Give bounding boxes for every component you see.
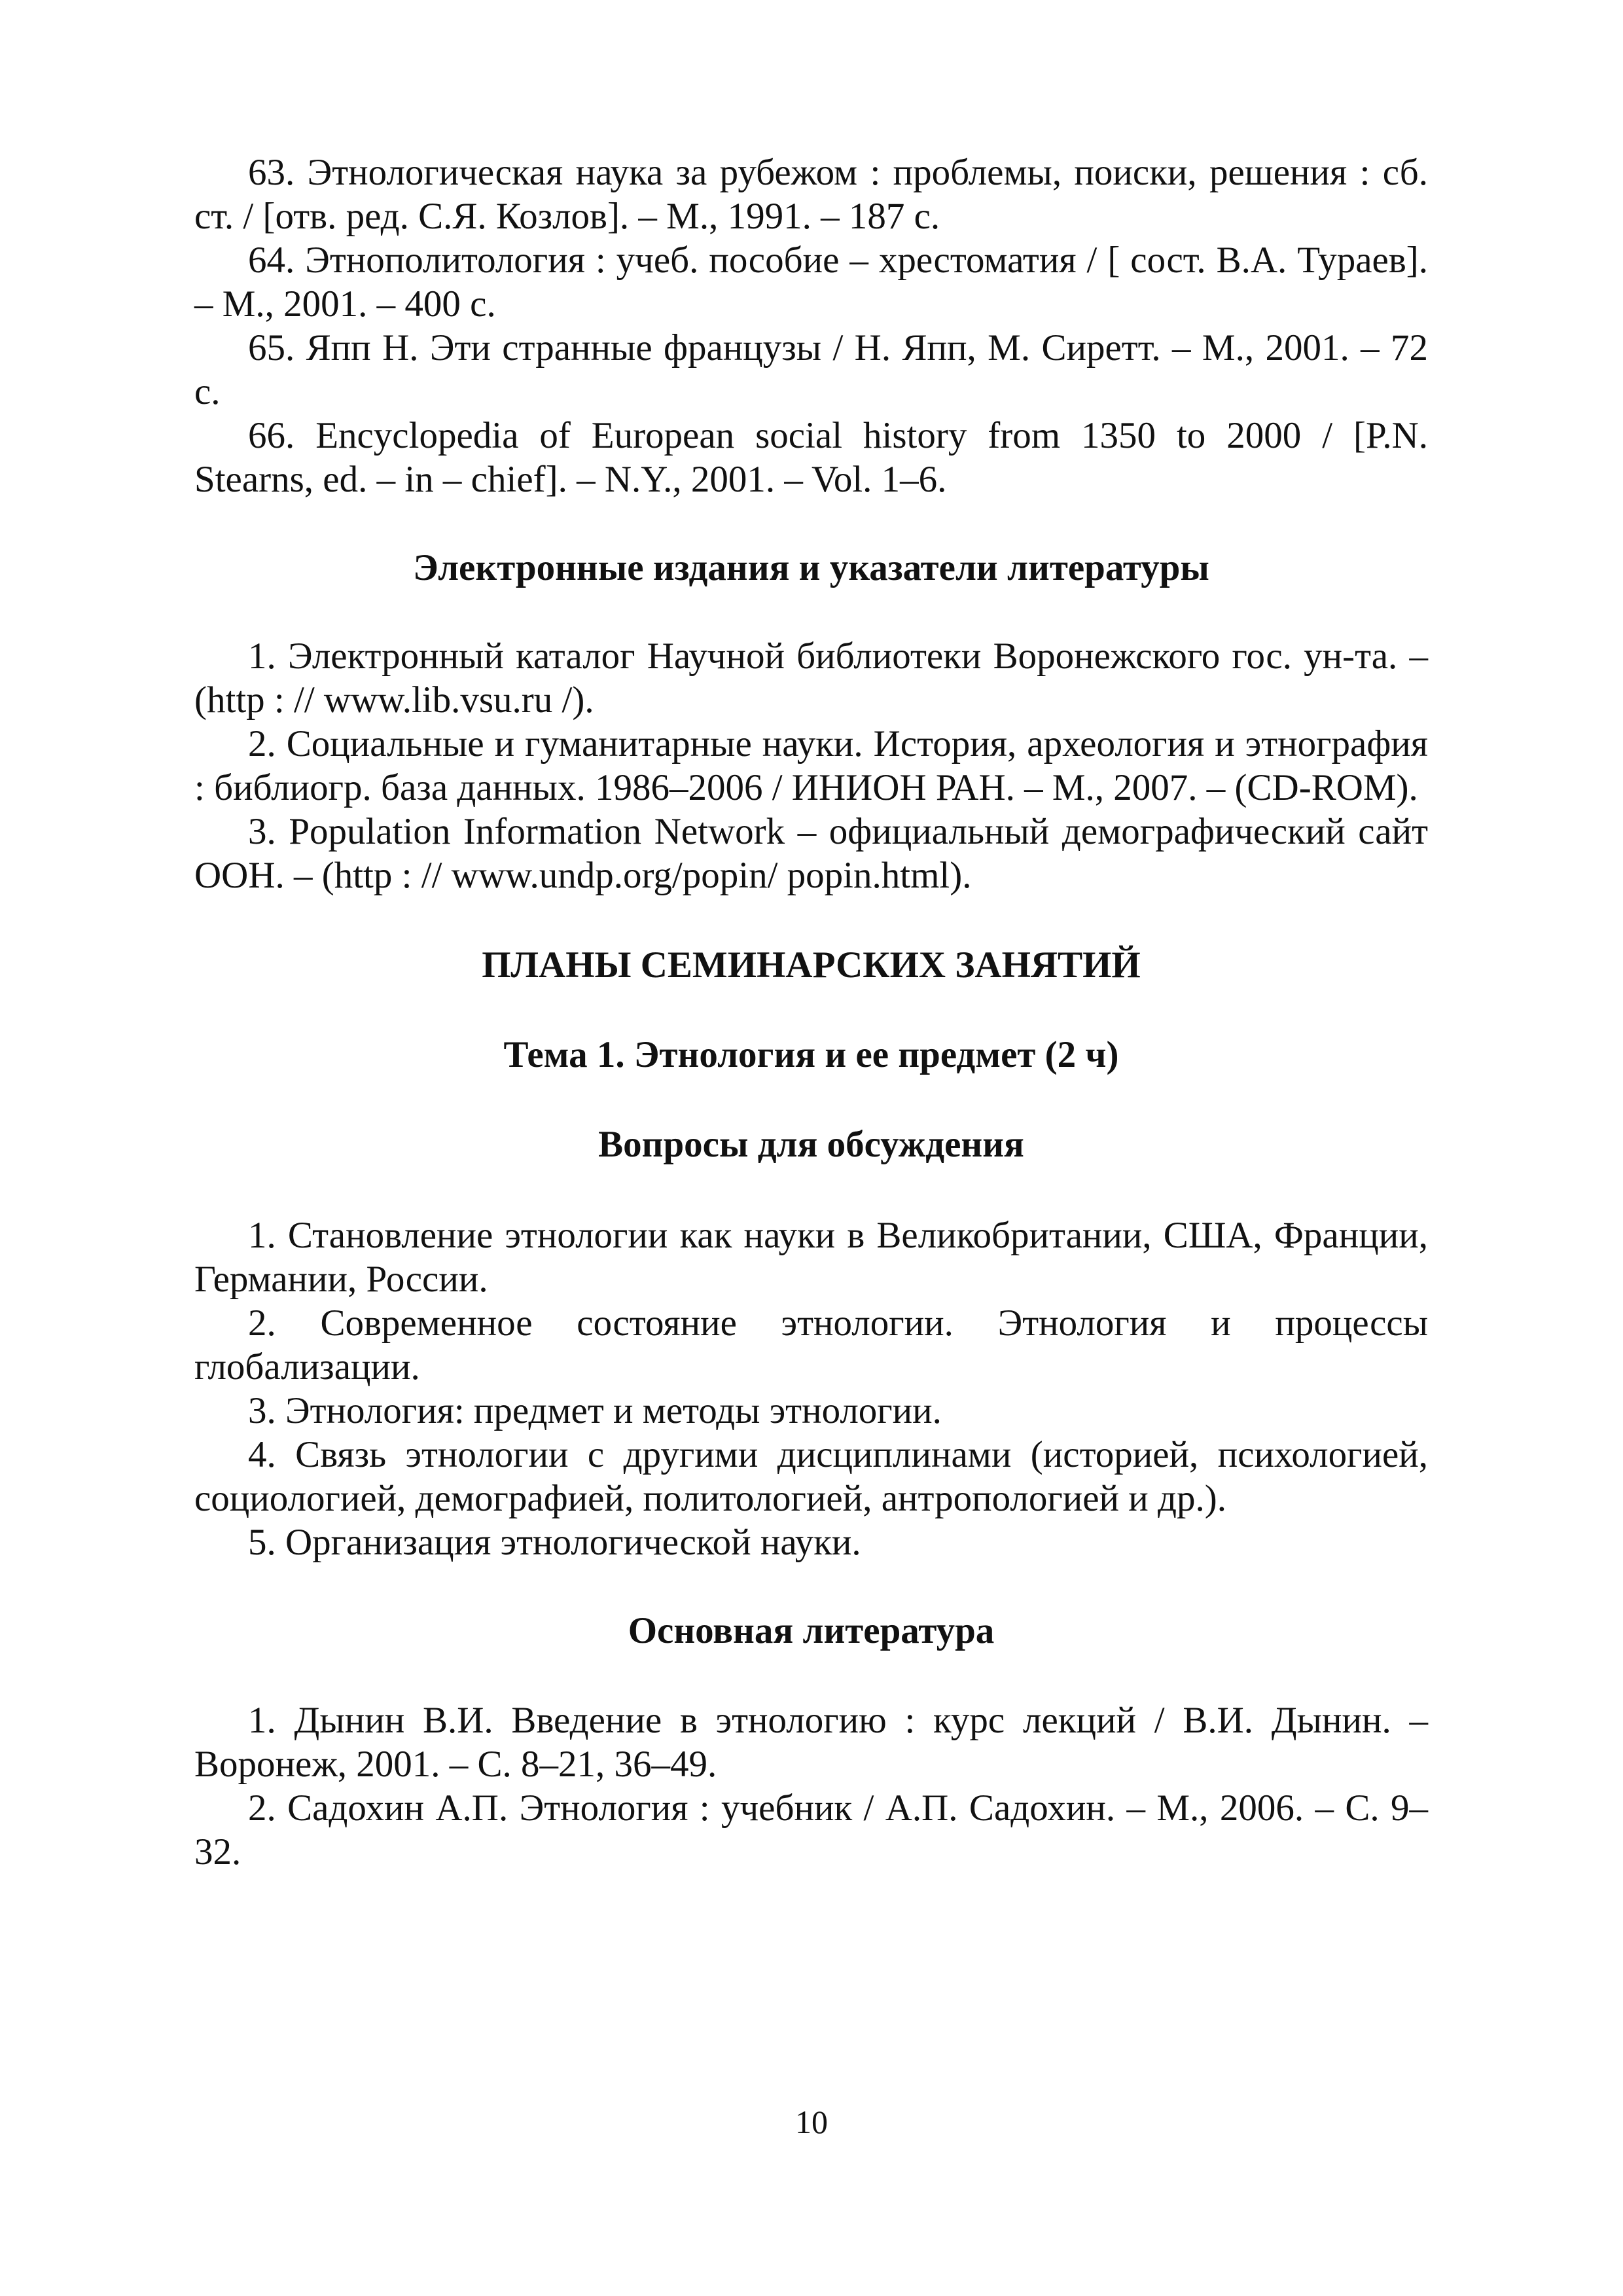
page-body [194, 151, 1428, 1874]
questions-heading: Вопросы для обсуждения [598, 1124, 1024, 1165]
electronic-item: 2. Социальные и гуманитарные науки. История, археология и этнография : библиогр. база данных. 1986–2006 / ИНИОН РАН. – М., 2007. – (CD-ROM). [194, 723, 1428, 808]
literature-item: 2. Садохин А.П. Этнология : учебник / А.П. Садохин. – М., 2006. – С. 9–32. [194, 1787, 1428, 1873]
reference-66: 66. Encyclopedia of European social history from 1350 to 2000 / [P.N. Stearns, ed. – in – chief]. – N.Y., 2001. – Vol. 1–6. [194, 415, 1428, 500]
electronic-item: 3. Population Information Network – официальный демографический сайт ООН. – (http : // www.undp.org/popin/ popin.html). [194, 811, 1428, 896]
topic-title: Тема 1. Этнология и ее предмет (2 ч) [503, 1034, 1119, 1075]
references-continued [194, 151, 1428, 501]
electronic-sources-list [194, 634, 1428, 897]
literature-item: 1. Дынин В.И. Введение в этнологию : курс лекций / В.И. Дынин. – Воронеж, 2001. – С. 8–21, 36–49. [194, 1700, 1428, 1785]
reference-65: 65. Япп Н. Эти странные французы / Н. Япп, М. Сиретт. – М., 2001. – 72 с. [194, 327, 1428, 412]
question-item: 2. Современное состояние этнологии. Этнология и процессы глобализации. [194, 1302, 1428, 1388]
page-number: 10 [795, 2104, 828, 2140]
electronic-sources-heading: Электронные издания и указатели литературы [413, 547, 1209, 588]
electronic-item: 1. Электронный каталог Научной библиотеки Воронежского гос. ун-та. – (http : // www.lib.vsu.ru /). [194, 636, 1428, 721]
question-item: 5. Организация этнологической науки. [248, 1522, 861, 1563]
literature-heading: Основная литература [628, 1610, 995, 1651]
reference-63: 63. Этнологическая наука за рубежом : проблемы, поиски, решения : сб. ст. / [отв. ред. С.Я. Козлов]. – М., 1991. – 187 с. [194, 152, 1428, 237]
question-item: 4. Связь этнологии с другими дисциплинами (историей, психологией, социологией, демографией, политологией, антропологией и др.). [194, 1434, 1428, 1519]
seminar-plans-heading: ПЛАНЫ СЕМИНАРСКИХ ЗАНЯТИЙ [482, 944, 1141, 986]
question-item: 3. Этнология: предмет и методы этнологии. [248, 1390, 942, 1431]
questions-list [194, 1213, 1428, 1564]
reference-64: 64. Этнополитология : учеб. пособие – хрестоматия / [ сост. В.А. Тураев]. – М., 2001. – 400 с. [194, 240, 1428, 325]
literature-list [194, 1698, 1428, 1874]
question-item: 1. Становление этнологии как науки в Великобритании, США, Франции, Германии, России. [194, 1215, 1428, 1300]
